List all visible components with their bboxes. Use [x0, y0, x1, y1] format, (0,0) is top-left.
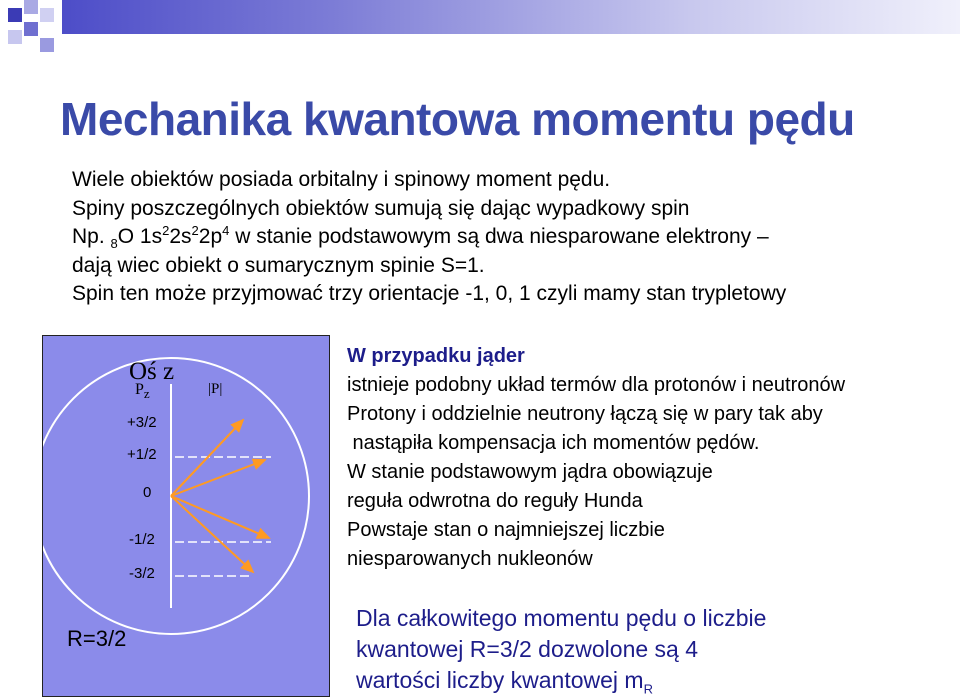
- slide-title: Mechanika kwantowa momentu pędu: [60, 93, 855, 145]
- intro-line: dają wiec obiekt o sumarycznym spinie S=1.: [72, 253, 485, 277]
- intro-line: Spin ten może przyjmować trzy orientacje -1, 0, 1 czyli mamy stan trypletowy: [72, 282, 787, 305]
- spin-circle: [43, 358, 309, 634]
- spin-arrow-plus-three-halves: [171, 420, 243, 496]
- intro-line: Spiny poszczególnych obiektów sumują się dając wypadkowy spin: [72, 196, 690, 220]
- nuclei-line: nastąpiła kompensacja ich momentów pędów.: [347, 432, 760, 454]
- deco-square: [24, 0, 38, 14]
- conclusion-line: Dla całkowitego momentu pędu o liczbie: [356, 605, 767, 631]
- r-label: R=3/2: [67, 626, 127, 651]
- level-label: +3/2: [127, 414, 157, 431]
- spin-arrow-minus-half: [171, 496, 269, 538]
- spin-arrow-minus-three-halves: [171, 496, 253, 572]
- deco-square: [40, 8, 54, 22]
- nuclei-line: istnieje podobny układ termów dla protonów i neutronów: [347, 374, 846, 396]
- intro-line: Wiele obiektów posiada orbitalny i spinowy moment pędu.: [72, 168, 611, 191]
- deco-square: [40, 38, 54, 52]
- nuclei-line: Protony i oddzielnie neutrony łączą się w pary tak aby: [347, 403, 823, 425]
- deco-square: [8, 30, 22, 44]
- nuclei-heading: W przypadku jąder: [347, 345, 525, 367]
- header-bar: [62, 0, 960, 34]
- nuclei-line: Powstaje stan o najmniejszej liczbie: [347, 519, 665, 541]
- conclusion-text: [356, 603, 946, 696]
- spin-diagram: [42, 335, 330, 697]
- deco-square: [24, 22, 38, 36]
- deco-square: [8, 8, 22, 22]
- conclusion-line: kwantowej R=3/2 dozwolone są 4: [356, 636, 699, 662]
- p-magnitude-label: |P|: [208, 381, 223, 397]
- intro-text: [72, 166, 932, 309]
- conclusion-line: wartości liczby kwantowej $m_R$: [356, 667, 653, 697]
- pz-label: $P_z$: [135, 381, 150, 402]
- nuclei-line: niesparowanych nukleonów: [347, 548, 593, 570]
- level-label: -3/2: [129, 565, 155, 582]
- nuclei-line: reguła odwrotna do reguły Hunda: [347, 490, 643, 512]
- nuclei-line: W stanie podstawowym jądra obowiązuje: [347, 461, 713, 483]
- header-decoration: [0, 0, 960, 60]
- spin-arrow-plus-half: [171, 460, 265, 496]
- level-label: +1/2: [127, 446, 157, 463]
- intro-line-formula: Np. $_8$O $1s^22s^22p^4$ w stanie podstawowym są dwa niesparowane elektrony –: [72, 223, 769, 252]
- level-label: -1/2: [129, 531, 155, 548]
- axis-title: Oś z: [129, 358, 175, 385]
- nuclei-text: [347, 342, 947, 574]
- level-label: 0: [143, 484, 152, 501]
